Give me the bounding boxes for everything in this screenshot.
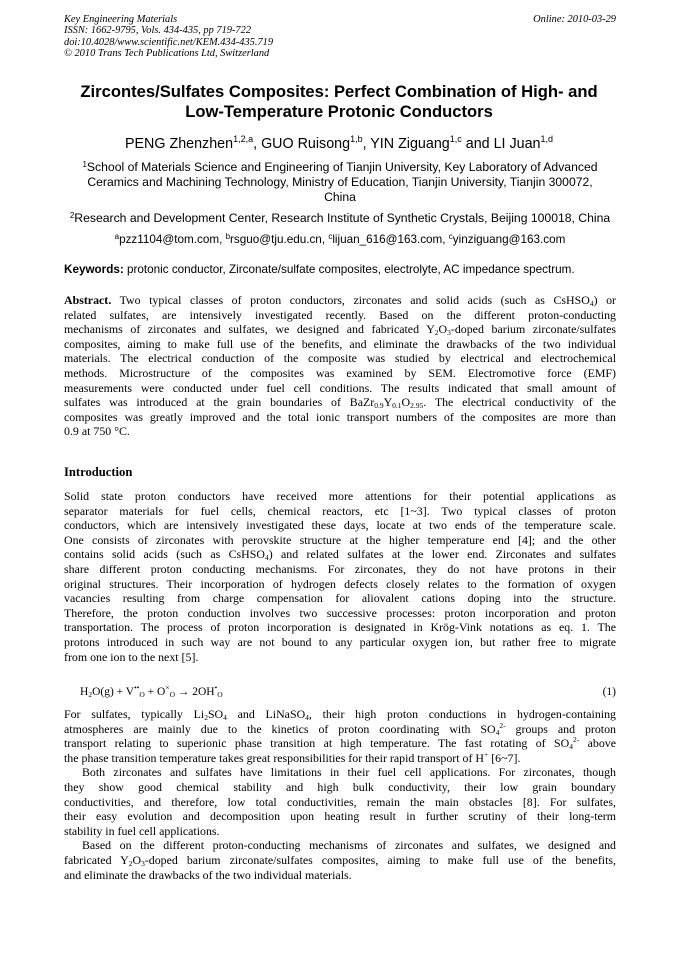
eq-term: H [80,686,89,698]
subscript: 2 [88,690,93,699]
affiliation-number: 1 [82,160,87,169]
body-line [64,736,616,751]
eq-term: → 2OH [175,686,215,698]
abstract-line [64,293,616,308]
text-run: above [579,736,616,751]
text-run: ) and related sulfates at the lower end. Zirconates and sulfates [268,547,616,562]
subscript: 4 [223,713,227,722]
section-heading-introduction: Introduction [64,465,133,479]
text-run: ) or [593,293,616,307]
title-line-1: Zircontes/Sulfates Composites: Perfect Combination of High- and [80,82,598,101]
body-line [64,707,616,722]
email-marker: b [225,232,231,241]
email-link[interactable]: rsguo@tju.edu.cn [230,233,322,246]
author-separator: and [461,136,494,152]
body-line: from one ion to the next [5]. [64,649,199,664]
paper-title [40,82,638,122]
text-run: mechanisms of zirconates and sulfates, we designed and fabricated Y [64,322,435,337]
affiliation-text: China [324,190,356,204]
body-line [64,547,616,562]
text-run: [6~7]. [488,750,521,765]
keywords-text: protonic conductor, Zirconate/sulfate composites, electrolyte, AC impedance spectrum. [123,263,575,276]
email-list [64,232,616,247]
abstract-line: measurements were conducted under fuel cell conditions. The results indicated that small amount of [64,380,616,395]
text-run: -doped barium zirconate/sulfates composites, aiming to make full use of the benefits, [144,852,616,867]
superscript: × [165,683,170,692]
email-separator: , [219,233,226,246]
subscript: O [139,690,145,699]
journal-name: Key Engineering Materials [64,14,178,25]
author-list [40,135,638,153]
journal-header [64,14,616,60]
equation-1 [80,683,616,702]
affiliation-2 [64,211,616,226]
equation-expression [80,683,223,699]
text-run: sulfates was introduced at the grain boundaries of BaZr [64,395,375,410]
text-run: groups and proton [505,721,617,736]
affiliation-text: Ceramics and Machining Technology, Ministry of Education, Tianjin University, Tianjin 300072, [87,175,593,189]
subscript: 4 [495,727,500,737]
superscript: + [484,749,489,759]
title-line-2: Low-Temperature Protonic Conductors [185,102,493,121]
email-separator: , [321,233,329,246]
text-run: Y [383,395,393,410]
introduction-body-continued [64,707,616,882]
superscript: 2- [499,720,506,730]
text-run: O [132,852,142,867]
keywords-label: Keywords: [64,263,124,276]
abstract-line: 0.9 at 750 °C. [64,424,130,439]
superscript: •• [134,683,140,692]
equation-number: (1) [602,686,616,698]
abstract-line: methods. Microstructure of the composites was examined by SEM. Electromotive force (EMF) [64,365,616,380]
abstract [64,293,616,439]
author-name: GUO Ruisong [261,136,351,152]
text-run: SO [207,707,224,721]
abstract-line [64,322,616,337]
body-line: conductivities, and therefore, low total conductivities, remain the main obstacles [8]. For sulfates, [64,794,616,809]
email-marker: a [114,232,120,241]
subscript: 0.9 [374,401,384,411]
author-affiliation-marker: 1,b [350,134,363,144]
text-run: and LiNaSO [226,707,306,721]
body-line: stability in fuel cell applications. [64,823,220,838]
email-link[interactable]: yinziguang@163.com [452,233,566,246]
author-name: LI Juan [493,136,541,152]
affiliation-text: Research and Development Center, Research Institute of Synthetic Crystals, Beijing 100018, China [74,211,611,225]
author-affiliation-marker: 1,d [540,134,553,144]
subscript: 2 [128,858,133,868]
abstract-line [64,395,616,410]
body-line: they show good chemical stability and high bulk conductivity, their low grain boundary [64,779,616,794]
author-separator: , [253,136,262,152]
journal-copyright: © 2010 Trans Tech Publications Ltd, Switzerland [64,48,270,60]
body-line: separator materials for fuel cells, chemical reactors, etc [1~3]. Two typical classes of proton [64,503,616,518]
subscript: 3 [141,858,145,868]
subscript: 2 [204,713,208,722]
body-line: Based on the different proton-conducting mechanisms of zirconates and sulfates, we designed and [82,838,616,853]
email-separator: , [442,233,449,246]
keywords [64,262,624,277]
author-separator: , [362,136,371,152]
body-line: Therefore, the proton conduction involves two successive processes: proton incorporation and proton [64,605,616,620]
abstract-line: composites was greatly improved and the total ionic transport numbers of the composites are more than [64,409,616,424]
author-affiliation-marker: 1,2,a [233,134,254,144]
body-line: their easy evolution and decomposition upon heating result in further scrutiny of their long-term [64,809,616,824]
affiliation-1 [64,160,616,205]
body-line: Solid state proton conductors have received more attentions for their potential applications as [64,489,616,503]
abstract-line: materials. The electrical conduction of the composite was studied by electrical and electrochemical [64,351,616,366]
subscript: 4 [305,713,309,722]
journal-issn: ISSN: 1662-9795, Vols. 434-435, pp 719-722 [64,25,252,37]
subscript: O [217,690,223,699]
text-run: transport relating to superionic phase transition at high temperature. The fast rotating of SO [64,736,570,751]
superscript: • [214,683,218,692]
body-line [64,751,616,766]
body-line: original structures. Their incorporation of hydrogen defects closely relates to the formation of oxygen [64,576,616,591]
subscript: 2 [434,328,439,338]
email-link[interactable]: pzz1104@tom.com [119,233,220,246]
text-run: the phase transition temperature takes great responsibilities for their rapid transport of H [64,750,485,765]
body-line: Both zirconates and sulfates have limitations in their fuel cell applications. For zirconates, though [82,765,616,780]
text-run: Two typical classes of proton conductors, zirconates and solid acids (such as CsHSO [111,293,590,307]
body-line: conductors, which are intensively investigated these days, locate at two ends of the temperature scale. [64,518,616,533]
journal-doi: doi:10.4028/www.scientific.net/KEM.434-435.719 [64,36,274,48]
body-line: share different proton conducting mechanisms. For zirconates, they do not have protons in their [64,561,616,576]
email-link[interactable]: lijuan_616@163.com [332,233,443,246]
text-run: contains solid acids (such as CsHSO [64,547,265,562]
subscript: 0.1 [392,401,402,411]
text-run: O [438,322,448,337]
text-run: , their high proton conductions in hydrogen-containing [308,707,617,721]
abstract-line: composites, aiming to make full use of the benefits, and eliminate the drawbacks of the two individual [64,336,616,351]
introduction-body [64,489,616,664]
text-run: O [401,395,411,410]
subscript: O [169,690,175,699]
abstract-label: Abstract. [64,293,112,307]
eq-term: + O [144,686,166,698]
body-line [64,722,616,737]
abstract-line: related sulfates, are intensively investigated recently. Based on the different proton-conducting [64,307,616,322]
author-affiliation-marker: 1,c [449,134,462,144]
text-run: fabricated Y [64,852,129,867]
online-date: Online: 2010-03-29 [533,14,616,25]
body-line: transportation. The process of proton incorporation is designated in Krög-Vink notations as eq. 1. The [64,620,616,635]
body-line: and eliminate the drawbacks of the two individual materials. [64,867,352,882]
email-marker: c [448,232,453,241]
subscript: 2.95 [410,401,424,411]
subscript: 4 [569,742,573,752]
email-marker: c [328,232,333,241]
affiliation-text: School of Materials Science and Engineering of Tianjin University, Key Laboratory of Advanced [86,160,598,174]
author-name: YIN Ziguang [370,136,450,152]
body-line: One consists of zirconates with perovskite structure at the higher temperature end [4]; and the other [64,532,616,547]
body-line: vacancies resulting from charge compensation for aliovalent cations doping into the structure. [64,591,616,606]
body-line [64,853,616,868]
subscript: 3 [447,328,451,338]
text-run: -doped barium zirconate/sulfates [450,322,616,337]
affiliation-number: 2 [69,211,75,220]
body-line: protons introduced in such way are not bound to any particular oxygen ion, but rather free to migrate [64,634,616,649]
subscript: 4 [589,299,594,308]
eq-term: O(g) + V [92,686,135,698]
author-name: PENG Zhenzhen [124,136,234,152]
subscript: 4 [264,553,269,563]
text-run: . The electrical conductivity of the [423,395,616,410]
text-run: atmospheres are mainly due to the kinetics of proton coordinating with SO [64,721,496,736]
text-run: For sulfates, typically Li [64,707,205,721]
superscript: 2- [572,735,580,745]
